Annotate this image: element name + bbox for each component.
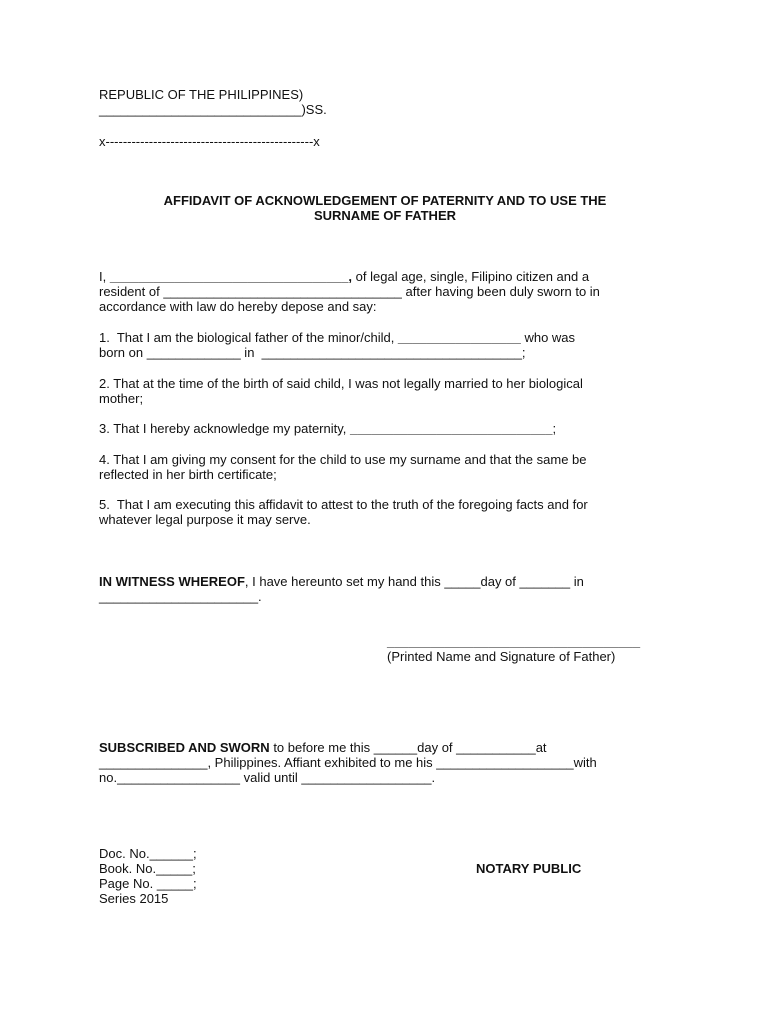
item-1-line-1 (99, 330, 671, 345)
venue-header (99, 87, 671, 117)
notarial-register (99, 846, 671, 906)
intro-prefix: I, (99, 269, 110, 284)
item-2 (99, 376, 671, 406)
separator-line: x------------------------------------------------x (99, 134, 320, 149)
intro-line-3: accordance with law do hereby depose and say: (99, 299, 377, 314)
intro-paragraph (99, 269, 671, 314)
item-4-line-2: reflected in her birth certificate; (99, 467, 277, 482)
jurat-clause (99, 740, 671, 785)
document-title (99, 193, 671, 223)
doc-number: Doc. No.______; (99, 846, 197, 861)
item-1-prefix: 1. That I am the biological father of the minor/child, (99, 330, 398, 345)
witness-line-1 (99, 574, 671, 589)
item-2-line-1: 2. That at the time of the birth of said child, I was not legally married to her biological (99, 376, 583, 391)
jurat-line-1 (99, 740, 671, 755)
header-separator (99, 134, 671, 149)
signature-line: ___________________________________ (387, 634, 641, 649)
affiant-name-blank: _________________________________, (109, 269, 353, 284)
item-3-suffix: ; (552, 421, 557, 436)
notary-public-label: NOTARY PUBLIC (476, 861, 582, 876)
witness-line-2: ______________________. (99, 589, 262, 604)
witness-rest: , I have hereunto set my hand this _____day of _______ in (244, 574, 584, 589)
child-name-blank: _________________ (397, 330, 521, 345)
witness-clause (99, 574, 671, 604)
paternity-blank: ____________________________ (350, 421, 553, 436)
item-2-line-2: mother; (99, 391, 144, 406)
signature-caption: (Printed Name and Signature of Father) (387, 649, 616, 664)
item-3-prefix: 3. That I hereby acknowledge my paternity, (99, 421, 350, 436)
series-year: Series 2015 (99, 891, 169, 906)
jurat-line-2: _______________, Philippines. Affiant exhibited to me his ___________________with (99, 755, 597, 770)
item-5-line-2: whatever legal purpose it may serve. (99, 512, 311, 527)
item-3-line (99, 421, 671, 436)
witness-heading: IN WITNESS WHEREOF (99, 574, 245, 589)
venue-republic: REPUBLIC OF THE PHILIPPINES) (99, 87, 304, 102)
title-line-2: SURNAME OF FATHER (313, 208, 457, 223)
jurat-heading: SUBSCRIBED AND SWORN (99, 740, 270, 755)
item-1 (99, 330, 671, 360)
intro-suffix: of legal age, single, Filipino citizen and a (352, 269, 590, 284)
title-line-1: AFFIDAVIT OF ACKNOWLEDGEMENT OF PATERNITY AND TO USE THE (163, 193, 607, 208)
item-4-line-1: 4. That I am giving my consent for the child to use my surname and that the same be (99, 452, 587, 467)
venue-ss: ____________________________)SS. (99, 102, 327, 117)
page-number: Page No. _____; (99, 876, 197, 891)
jurat-rest: to before me this ______day of ___________at (269, 740, 547, 755)
item-4 (99, 452, 671, 482)
item-1-suffix: who was (520, 330, 576, 345)
jurat-line-3: no._________________ valid until __________________. (99, 770, 436, 785)
book-number: Book. No._____; (99, 861, 196, 876)
intro-line-1 (99, 269, 671, 284)
item-5-line-1: 5. That I am executing this affidavit to attest to the truth of the foregoing facts and for (99, 497, 588, 512)
item-5 (99, 497, 671, 527)
item-3 (99, 421, 671, 436)
intro-line-2: resident of _________________________________ after having been duly sworn to in (99, 284, 600, 299)
item-1-line-2: born on _____________ in ____________________________________; (99, 345, 526, 360)
